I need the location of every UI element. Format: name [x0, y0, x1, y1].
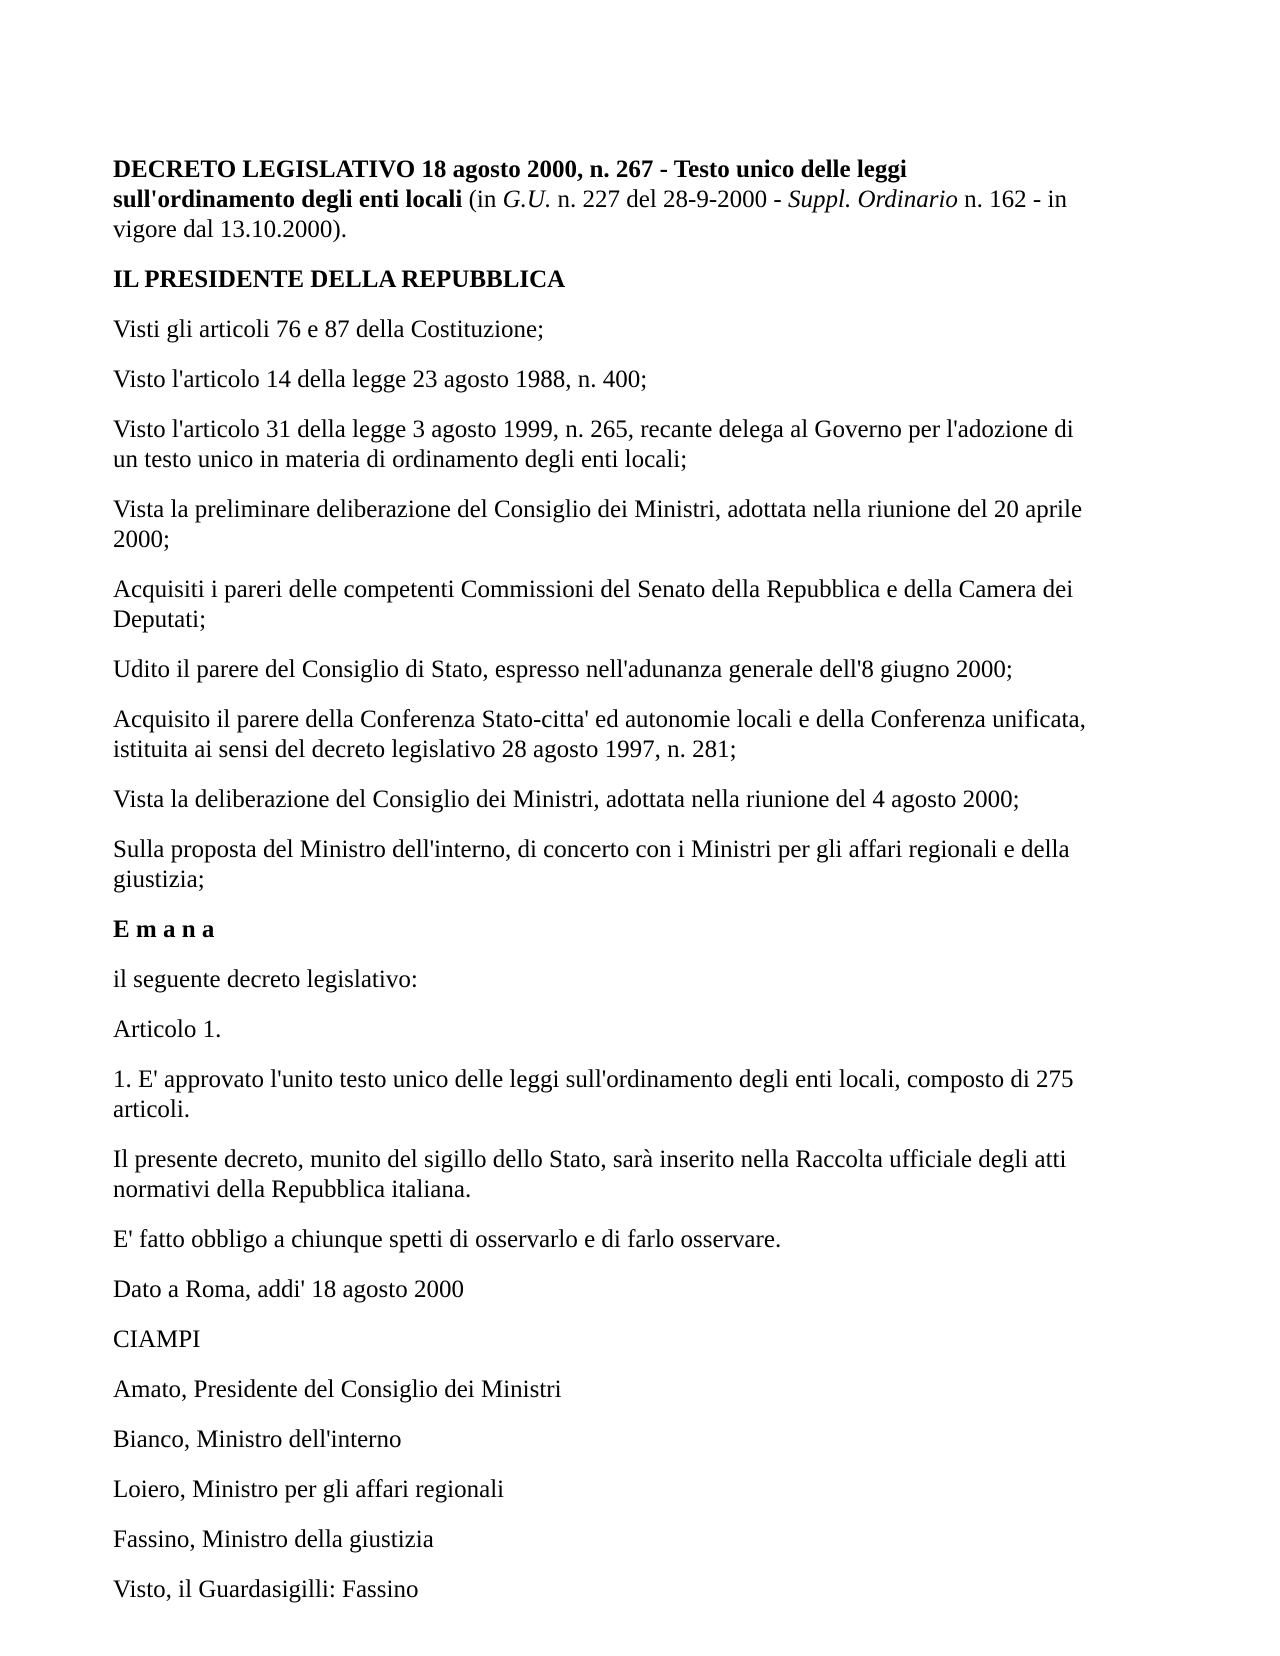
text-run: Suppl. Ordinario	[788, 186, 958, 213]
text-run: Visto l'articolo 14 della legge 23 agosto 1988, n. 400;	[113, 366, 648, 393]
text-run: Visto l'articolo 31 della legge 3 agosto 1999, n. 265, recante delega al Governo per l'adozione di un testo unico in materia di ordinamento degli enti locali;	[113, 416, 1074, 473]
paragraph-17	[113, 1225, 1093, 1255]
paragraph-13	[113, 965, 1093, 995]
paragraph-3	[113, 315, 1093, 345]
text-run: il seguente decreto legislativo:	[113, 966, 418, 993]
paragraph-19	[113, 1325, 1093, 1355]
paragraph-1	[113, 155, 1093, 245]
text-run: DECRETO LEGISLATIVO 18 agosto 2000, n. 267 - Testo unico delle leggi sull'ordinamento degli enti locali	[113, 156, 907, 213]
paragraph-14	[113, 1015, 1093, 1045]
text-run: Il presente decreto, munito del sigillo dello Stato, sarà inserito nella Raccolta ufficiale degli atti normativi della Repubblica italiana.	[113, 1146, 1067, 1203]
paragraph-6	[113, 495, 1093, 555]
paragraph-2	[113, 265, 1093, 295]
paragraph-15	[113, 1065, 1093, 1125]
text-run: CIAMPI	[113, 1326, 201, 1353]
paragraph-21	[113, 1425, 1093, 1455]
text-run: Dato a Roma, addi' 18 agosto 2000	[113, 1276, 464, 1303]
text-run: Visto, il Guardasigilli: Fassino	[113, 1576, 419, 1603]
paragraph-4	[113, 365, 1093, 395]
paragraph-11	[113, 835, 1093, 895]
paragraph-16	[113, 1145, 1093, 1205]
text-run: Vista la deliberazione del Consiglio dei Ministri, adottata nella riunione del 4 agosto 2000;	[113, 786, 1020, 813]
text-run: Visti gli articoli 76 e 87 della Costituzione;	[113, 316, 545, 343]
paragraph-5	[113, 415, 1093, 475]
paragraph-24	[113, 1575, 1093, 1605]
text-run: IL PRESIDENTE DELLA REPUBBLICA	[113, 266, 566, 293]
text-run: E' fatto obbligo a chiunque spetti di osservarlo e di farlo osservare.	[113, 1226, 782, 1253]
text-run: (in	[462, 186, 503, 213]
paragraph-12	[113, 915, 1093, 945]
text-run: Articolo 1.	[113, 1016, 222, 1043]
text-run: E m a n a	[113, 916, 215, 943]
text-run: Amato, Presidente del Consiglio dei Ministri	[113, 1376, 562, 1403]
text-run: Fassino, Ministro della giustizia	[113, 1526, 434, 1553]
text-run: Sulla proposta del Ministro dell'interno, di concerto con i Ministri per gli affari regionali e della giustizia;	[113, 836, 1070, 893]
text-run: Udito il parere del Consiglio di Stato, espresso nell'adunanza generale dell'8 giugno 2000;	[113, 656, 1013, 683]
text-run: Bianco, Ministro dell'interno	[113, 1426, 402, 1453]
text-run: Acquisiti i pareri delle competenti Commissioni del Senato della Repubblica e della Camera dei Deputati;	[113, 576, 1074, 633]
text-run: n. 227 del 28-9-2000 -	[551, 186, 788, 213]
text-run: Vista la preliminare deliberazione del Consiglio dei Ministri, adottata nella riunione del 20 aprile 2000;	[113, 496, 1083, 553]
paragraph-7	[113, 575, 1093, 635]
paragraph-23	[113, 1525, 1093, 1555]
text-run: 1. E' approvato l'unito testo unico delle leggi sull'ordinamento degli enti locali, composto di 275 articoli.	[113, 1066, 1074, 1123]
text-run: Loiero, Ministro per gli affari regionali	[113, 1476, 505, 1503]
text-run: n. 162 - in vigore dal 13.10.2000).	[113, 186, 1067, 243]
paragraph-20	[113, 1375, 1093, 1405]
text-run: G.U.	[502, 186, 552, 213]
document-body	[113, 155, 1093, 1625]
text-run: Acquisito il parere della Conferenza Stato-citta' ed autonomie locali e della Conferenza unificata, istituita ai sensi del decreto legislativo 28 agosto 1997, n. 281;	[113, 706, 1086, 763]
paragraph-9	[113, 705, 1093, 765]
paragraph-10	[113, 785, 1093, 815]
paragraph-8	[113, 655, 1093, 685]
paragraph-18	[113, 1275, 1093, 1305]
paragraph-22	[113, 1475, 1093, 1505]
